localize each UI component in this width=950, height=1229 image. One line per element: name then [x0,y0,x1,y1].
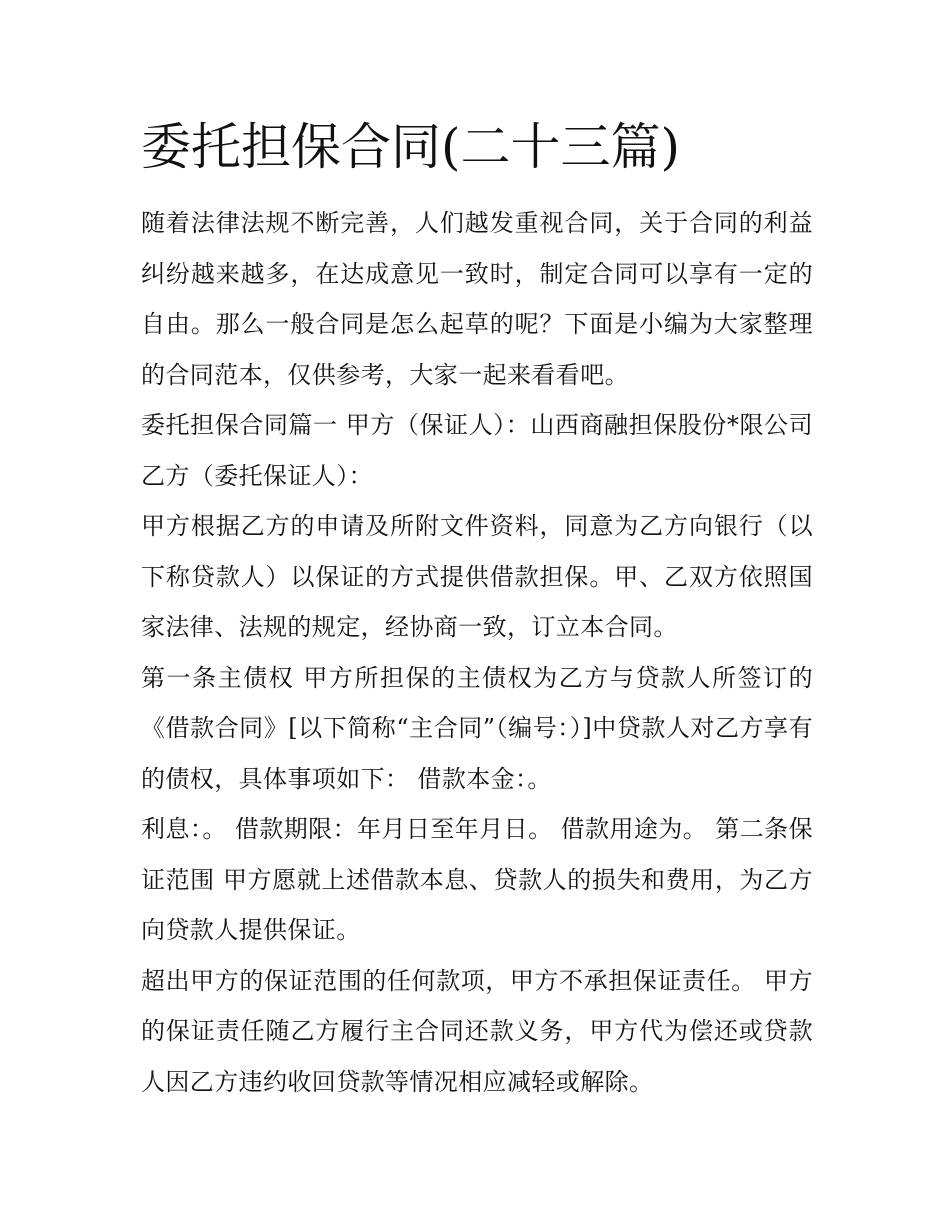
paragraph-parties: 委托担保合同篇一 甲方（保证人）：山西商融担保股份*限公司 乙方（委托保证人）： [141,411,813,490]
document-title: 委托担保合同(二十三篇) [141,118,681,176]
paragraph-article-1: 第一条主债权 甲方所担保的主债权为乙方与贷款人所签订的《借款合同》[以下简称“主合同”（编号：）]中贷款人对乙方享有的债权，具体事项如下： 借款本金：。 [141,663,813,793]
paragraph-liability: 超出甲方的保证范围的任何款项，甲方不承担保证责任。 甲方的保证责任随乙方履行主合同还款义务，甲方代为偿还或贷款人因乙方违约收回贷款等情况相应减轻或解除。 [141,966,813,1096]
paragraph-agreement: 甲方根据乙方的申请及所附文件资料，同意为乙方向银行（以下称贷款人）以保证的方式提供借款担保。甲、乙双方依照国家法律、法规的规定，经协商一致，订立本合同。 [141,512,813,641]
document-page [141,112,813,1107]
paragraph-intro: 随着法律法规不断完善，人们越发重视合同，关于合同的利益纠纷越来越多，在达成意见一致时，制定合同可以享有一定的自由。那么一般合同是怎么起草的呢？下面是小编为大家整理的合同范本，仅供参考，大家一起来看看吧。 [141,209,813,389]
paragraph-article-2: 利息：。 借款期限：年月日至年月日。 借款用途为。 第二条保证范围 甲方愿就上述借款本息、贷款人的损失和费用，为乙方向贷款人提供保证。 [141,815,813,944]
